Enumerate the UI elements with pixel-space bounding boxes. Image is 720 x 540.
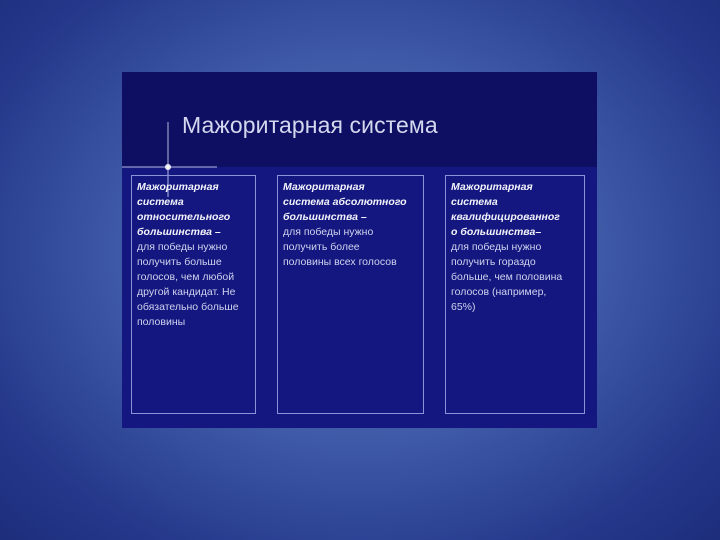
column-body: для победы нужно получить гораздо больше, чем половина голосов (например, 65%) [451,241,563,313]
column-qualified-majority [445,175,585,414]
column-relative-majority [131,175,256,414]
slide-title: Мажоритарная система [182,112,438,138]
column-heading: Мажоритарная система относительного большинства – [137,181,231,238]
column-body: для победы нужно получить больше голосов, чем любой другой кандидат. Не обязательно больше половины [137,241,239,328]
column-body: для победы нужно получить более половины всех голосов [283,226,397,268]
slide [122,72,597,428]
column-heading: Мажоритарная система абсолютного большинства – [283,181,407,223]
column-absolute-majority [277,175,424,414]
column-heading: Мажоритарная система квалифицированног о большинства– [451,181,560,238]
